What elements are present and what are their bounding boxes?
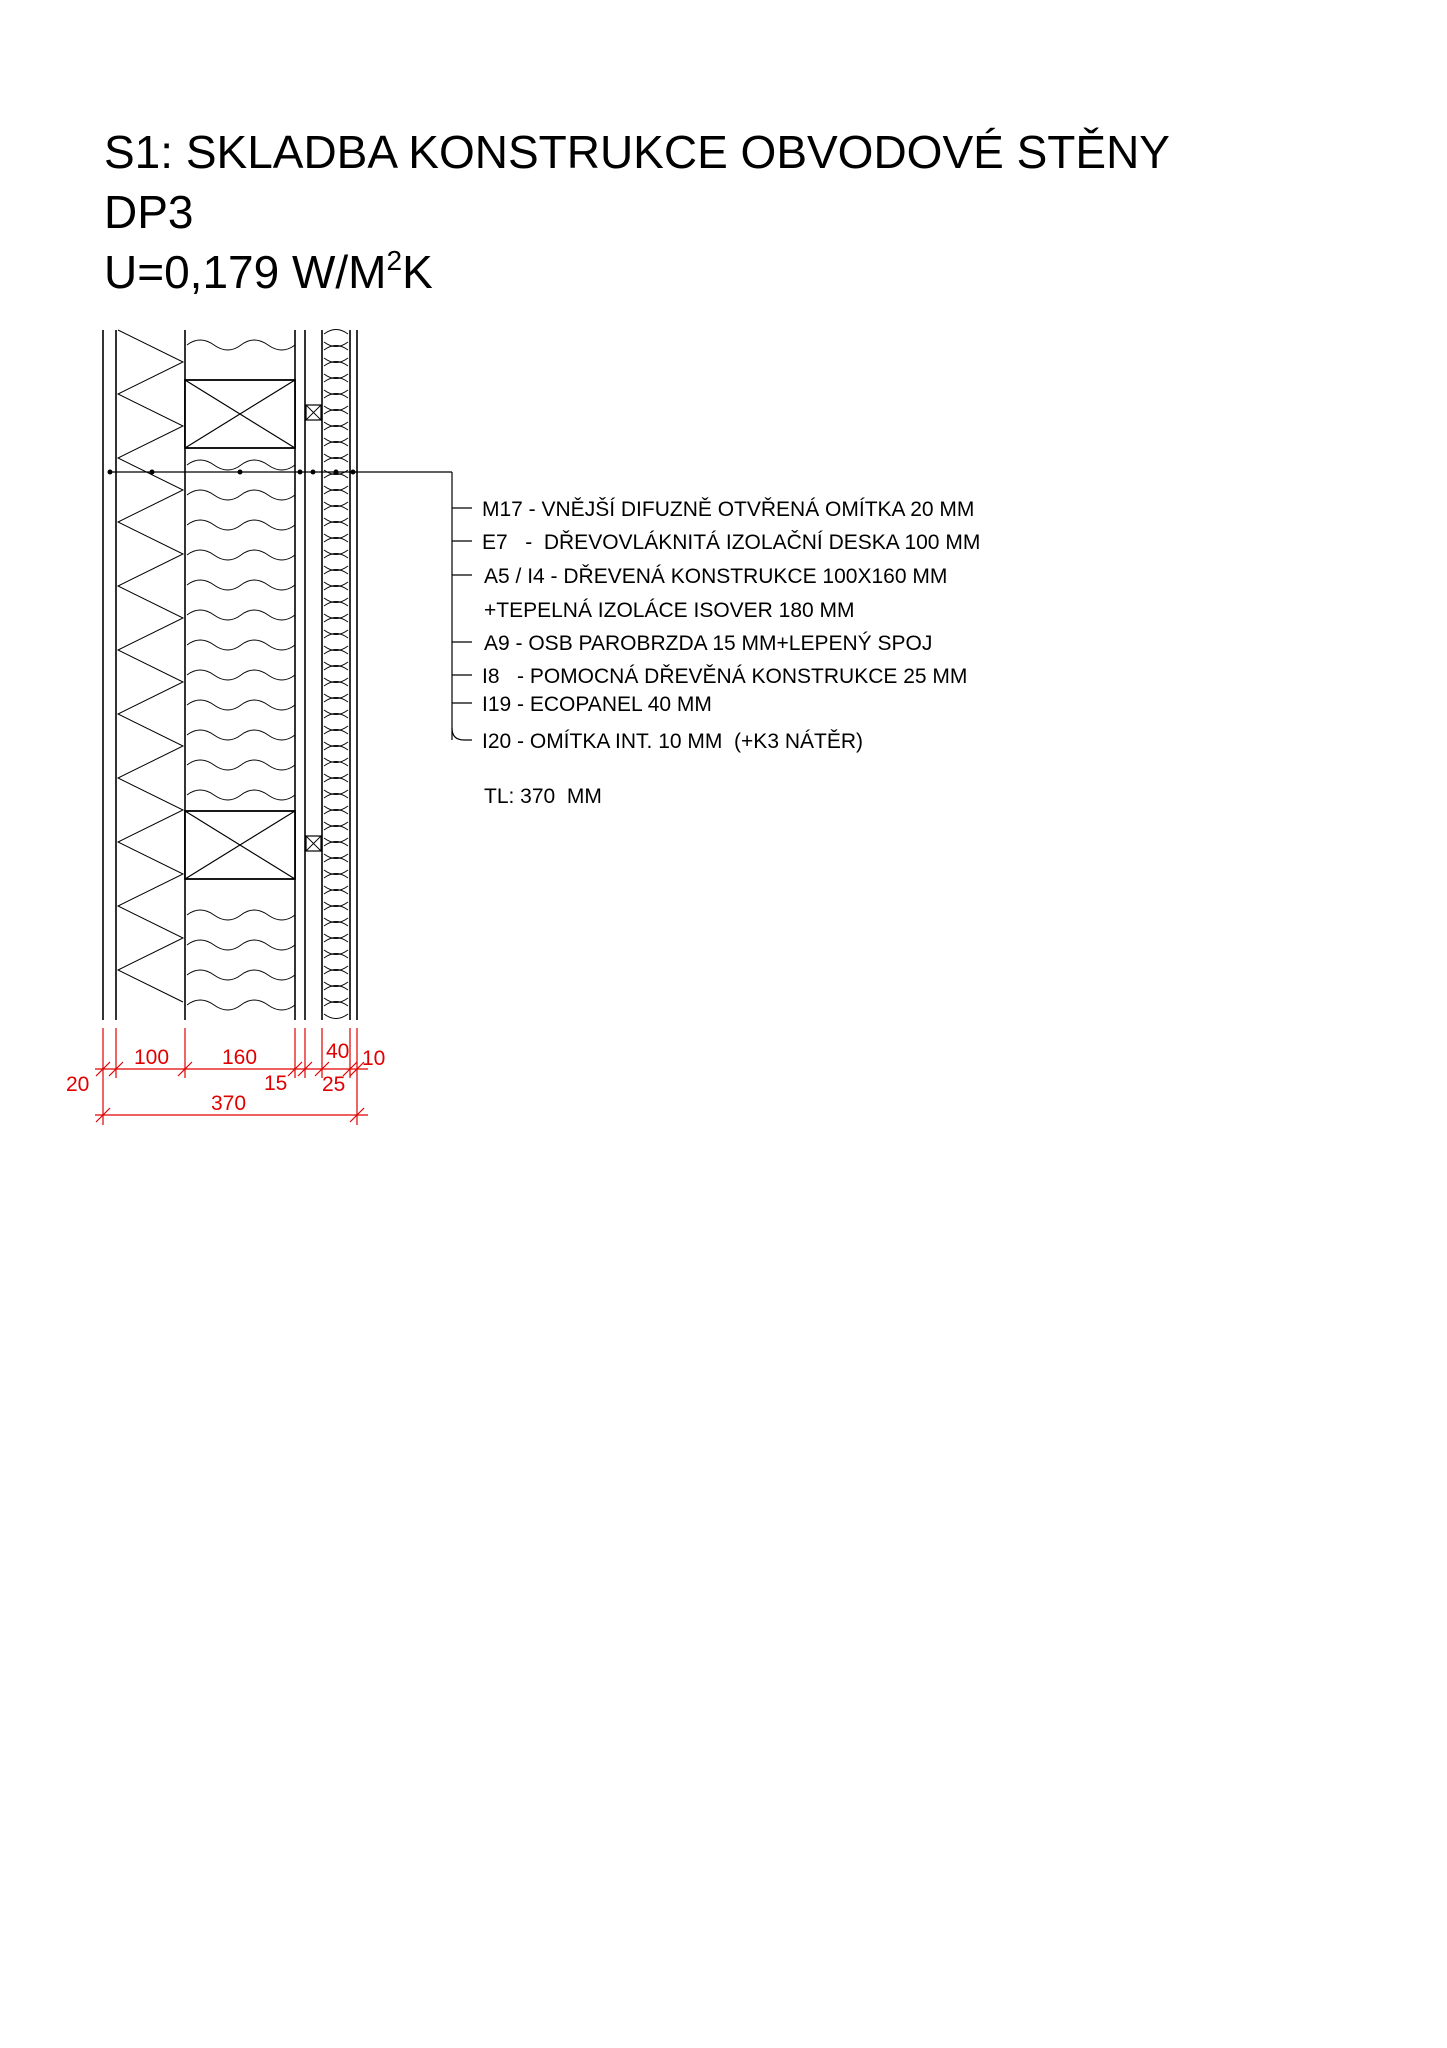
dim-370-total: 370: [211, 1092, 247, 1115]
wall-section: [103, 330, 472, 1021]
total-thickness: TL: 370 MM: [484, 785, 602, 808]
timber-stud-lower: [185, 811, 295, 879]
leader-line: [108, 470, 473, 741]
title-u-value: U=0,179 $W/M^2K$: [104, 245, 433, 298]
fibreboard-hatch: [118, 330, 183, 1002]
batten-upper: [306, 405, 321, 420]
legend-item-e7: E7 - DŘEVOVLÁKNITÁ IZOLAČNÍ DESKA 100 MM: [482, 531, 981, 554]
dim-40: 40: [326, 1040, 350, 1063]
batten-lower: [306, 836, 321, 851]
legend-item-a5-i4-continued: +TEPELNÁ IZOLÁCE ISOVER 180 MM: [484, 599, 855, 622]
title-line-1: S1: SKLADBA KONSTRUKCE OBVODOVÉ STĚNY: [104, 126, 1170, 178]
legend-item-i20: I20 - OMÍTKA INT. 10 MM (+K3 NÁTĚR): [482, 730, 863, 753]
dim-100: 100: [134, 1046, 170, 1069]
legend-item-i19: I19 - ECOPANEL 40 MM: [482, 693, 712, 716]
layer-legend: [482, 498, 980, 808]
legend-item-m17: M17 - VNĚJŠÍ DIFUZNĚ OTVŘENÁ OMÍTKA 20 MM: [482, 498, 975, 521]
dim-15: 15: [264, 1072, 288, 1095]
dim-10: 10: [362, 1047, 386, 1070]
legend-item-a9: A9 - OSB PAROBRZDA 15 MM+LEPENÝ SPOJ: [484, 632, 933, 655]
ecopanel-hatch: [324, 330, 348, 1019]
legend-item-a5-i4: A5 / I4 - DŘEVENÁ KONSTRUKCE 100X160 MM: [484, 565, 948, 588]
title-line-2: DP3: [104, 186, 194, 238]
dim-20: 20: [66, 1073, 90, 1096]
dim-160: 160: [222, 1046, 258, 1069]
legend-item-i8: I8 - POMOCNÁ DŘEVĚNÁ KONSTRUKCE 25 MM: [482, 665, 968, 688]
dim-25: 25: [322, 1073, 346, 1096]
dimension-chain: [66, 1028, 385, 1125]
timber-stud-upper: [185, 380, 295, 448]
